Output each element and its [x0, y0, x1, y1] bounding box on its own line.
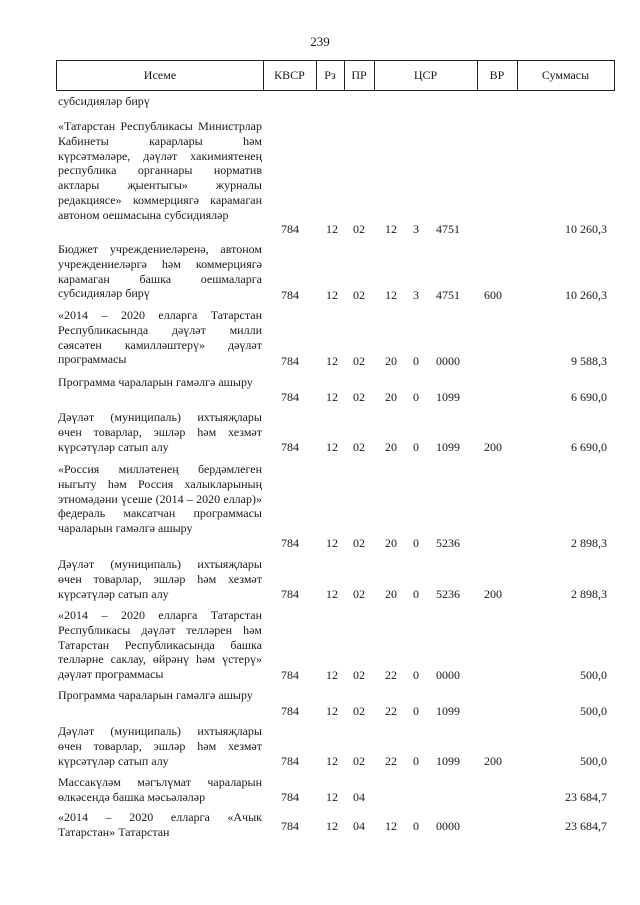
cell-kvsr: 784	[281, 819, 299, 833]
cell-csr1: 20	[385, 536, 397, 550]
header-csr: ЦСР	[374, 61, 478, 90]
cell-rz: 12	[326, 222, 338, 236]
cell-csr1: 12	[385, 288, 397, 302]
cell-kvsr: 784	[281, 790, 299, 804]
row-name: «Татарстан Республикасы Министрлар Кабинеты карарлары һәм күрсәтмәләре, дәүләт хакимиятенең республика органнары норматив актлары җыентыгы» журналы редакциясе» коммерциягә карамаган автоном оешмасына субсидияләр	[58, 119, 262, 222]
cell-csr2: 0	[413, 819, 419, 833]
cell-pr: 02	[353, 390, 365, 404]
cell-kvsr: 784	[281, 587, 299, 601]
cell-csr2: 0	[413, 668, 419, 682]
header-sum: Суммасы	[541, 68, 590, 82]
cell-kvsr: 784	[281, 704, 299, 718]
row-name: «2014 – 2020 елларга Татарстан Республикасында дәүләт милли сәясәтен камилләштерү» дәүләт программасы	[58, 308, 262, 367]
cell-kvsr: 784	[281, 536, 299, 550]
cell-csr2: 0	[413, 390, 419, 404]
row-name: Программа чараларын гамәлгә ашыру	[58, 688, 253, 702]
cell-rz: 12	[326, 704, 338, 718]
cell-csr1: 22	[385, 668, 397, 682]
cell-csr3: 5236	[436, 587, 460, 601]
cell-sum: 10 260,3	[565, 222, 607, 236]
cell-sum: 500,0	[580, 668, 607, 682]
header-pr: ПР	[344, 61, 375, 90]
cell-csr1: 20	[385, 390, 397, 404]
row-name: «2014 – 2020 елларга Татарстан Республикасы дәүләт телләрен һәм Татарстан Республикасында башка телләрне саклау, өйрәнү һәм үстерү» дәүләт программасы	[58, 608, 262, 682]
cell-csr2: 3	[413, 288, 419, 302]
row-name: «Россия милләтенең бердәмлеген ныгыту һәм Россия халыкларының этномәдәни үсеше (2014 – 2020 еллар)» федераль максатчан программасы чараларын гамәлгә ашыру	[58, 462, 262, 536]
cell-kvsr: 784	[281, 754, 299, 768]
header-vr: ВР	[477, 61, 518, 90]
cell-vr: 200	[484, 754, 502, 768]
cell-kvsr: 784	[281, 222, 299, 236]
cell-rz: 12	[326, 390, 338, 404]
cell-csr3: 5236	[436, 536, 460, 550]
cell-csr2: 0	[413, 354, 419, 368]
cell-vr: 200	[484, 440, 502, 454]
cell-pr: 02	[353, 668, 365, 682]
cell-csr3: 1099	[436, 704, 460, 718]
page-number: 239	[310, 34, 330, 49]
cell-kvsr: 784	[281, 440, 299, 454]
cell-pr: 02	[353, 288, 365, 302]
cell-sum: 6 690,0	[571, 440, 607, 454]
cell-pr: 02	[353, 704, 365, 718]
cell-sum: 2 898,3	[571, 536, 607, 550]
cell-csr1: 20	[385, 440, 397, 454]
cell-pr: 02	[353, 354, 365, 368]
cell-sum: 500,0	[580, 754, 607, 768]
cell-pr: 04	[353, 819, 365, 833]
cell-csr3: 1099	[436, 754, 460, 768]
cell-rz: 12	[326, 587, 338, 601]
cell-csr2: 0	[413, 704, 419, 718]
cell-csr1: 22	[385, 754, 397, 768]
header-name: Исеме	[57, 61, 264, 90]
cell-rz: 12	[326, 536, 338, 550]
header-rz: Рз	[316, 61, 345, 90]
cell-rz: 12	[326, 790, 338, 804]
cell-csr3: 1099	[436, 440, 460, 454]
row-name: Дәүләт (муниципаль) ихтыяҗлары өчен товарлар, эшләр һәм хезмәт күрсәтүләр сатып алу	[58, 410, 262, 454]
cell-csr1: 12	[385, 222, 397, 236]
row-name: Дәүләт (муниципаль) ихтыяҗлары өчен товарлар, эшләр һәм хезмәт күрсәтүләр сатып алу	[58, 724, 262, 768]
cell-vr: 600	[484, 288, 502, 302]
cell-sum: 23 684,7	[565, 819, 607, 833]
cell-csr2: 0	[413, 587, 419, 601]
row-name: субсидияләр бирү	[58, 94, 150, 108]
cell-pr: 02	[353, 222, 365, 236]
cell-sum: 23 684,7	[565, 790, 607, 804]
cell-rz: 12	[326, 440, 338, 454]
cell-kvsr: 784	[281, 354, 299, 368]
cell-csr2: 3	[413, 222, 419, 236]
cell-pr: 02	[353, 440, 365, 454]
row-name: Дәүләт (муниципаль) ихтыяҗлары өчен товарлар, эшләр һәм хезмәт күрсәтүләр сатып алу	[58, 557, 262, 601]
header-kvsr: КВСР	[263, 61, 317, 90]
cell-csr3: 1099	[436, 390, 460, 404]
cell-csr2: 0	[413, 536, 419, 550]
cell-rz: 12	[326, 354, 338, 368]
cell-csr3: 4751	[436, 288, 460, 302]
cell-sum: 9 588,3	[571, 354, 607, 368]
row-name: «2014 – 2020 елларга «Ачык Татарстан» Татарстан	[58, 810, 262, 839]
cell-pr: 02	[353, 587, 365, 601]
cell-csr2: 0	[413, 440, 419, 454]
cell-rz: 12	[326, 819, 338, 833]
cell-csr1: 20	[385, 354, 397, 368]
cell-csr3: 0000	[436, 354, 460, 368]
cell-rz: 12	[326, 668, 338, 682]
cell-pr: 02	[353, 754, 365, 768]
cell-csr2: 0	[413, 754, 419, 768]
cell-kvsr: 784	[281, 288, 299, 302]
cell-kvsr: 784	[281, 668, 299, 682]
cell-pr: 02	[353, 536, 365, 550]
cell-csr3: 4751	[436, 222, 460, 236]
cell-sum: 6 690,0	[571, 390, 607, 404]
cell-vr: 200	[484, 587, 502, 601]
row-name: Программа чараларын гамәлгә ашыру	[58, 375, 253, 389]
cell-rz: 12	[326, 754, 338, 768]
row-name: Массакүләм мәгълүмат чараларын өлкәсендә башка мәсьәләләр	[58, 775, 262, 804]
cell-csr3: 0000	[436, 819, 460, 833]
cell-kvsr: 784	[281, 390, 299, 404]
cell-sum: 500,0	[580, 704, 607, 718]
cell-csr1: 12	[385, 819, 397, 833]
cell-sum: 10 260,3	[565, 288, 607, 302]
cell-csr1: 20	[385, 587, 397, 601]
cell-pr: 04	[353, 790, 365, 804]
cell-csr1: 22	[385, 704, 397, 718]
cell-csr3: 0000	[436, 668, 460, 682]
cell-sum: 2 898,3	[571, 587, 607, 601]
cell-rz: 12	[326, 288, 338, 302]
table-header	[56, 60, 615, 91]
row-name: Бюджет учреждениеләренә, автоном учреждениеләргә һәм коммерциягә карамаган башка оешмаларга субсидияләр бирү	[58, 242, 262, 301]
